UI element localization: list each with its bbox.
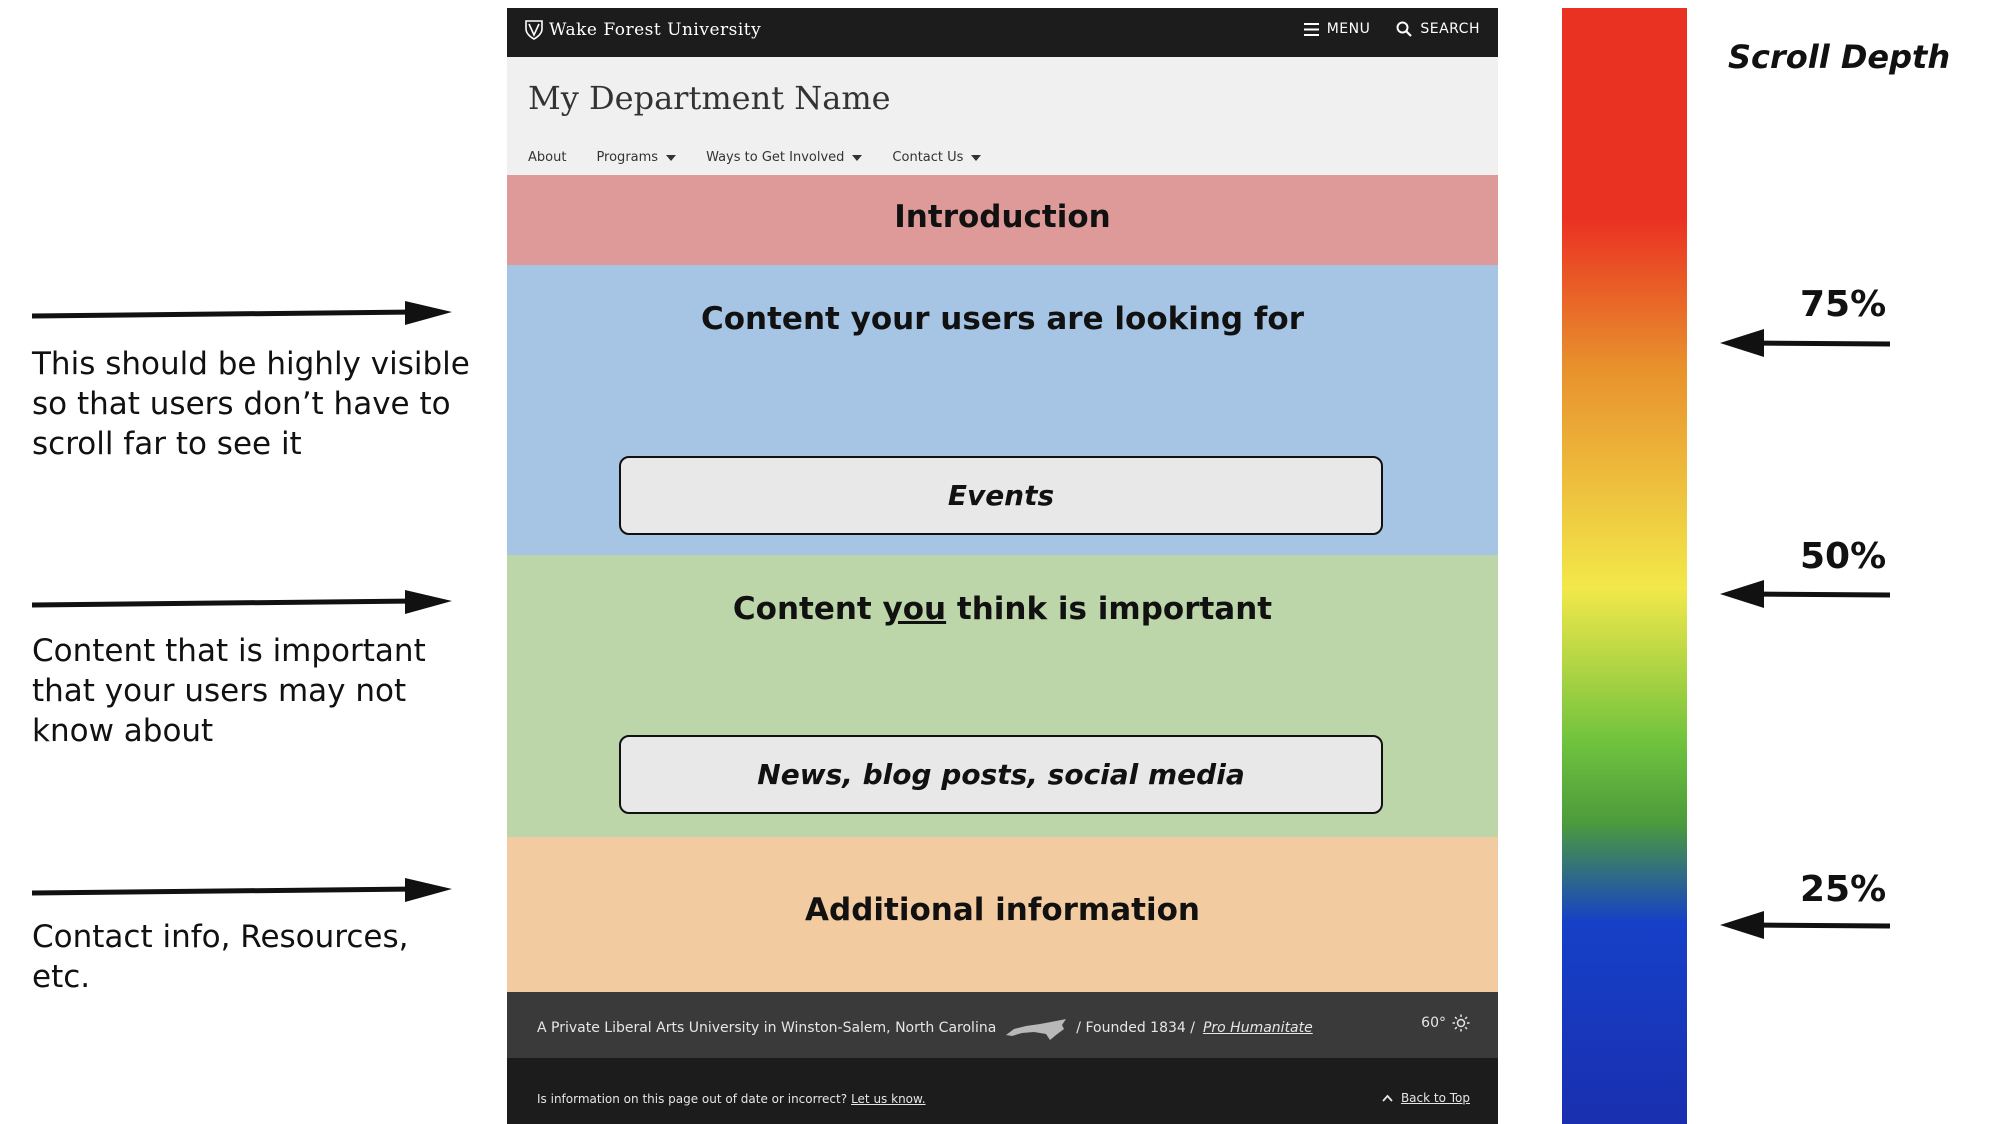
nav-label: Programs [596, 150, 659, 165]
depth-marker-50: 50% [1800, 536, 1887, 577]
important-content-section [507, 555, 1498, 837]
nav-item-contact-us[interactable] [892, 150, 981, 165]
nav-label: Contact Us [892, 150, 964, 165]
page-mockup [507, 8, 1498, 1124]
additional-heading: Additional information [805, 892, 1200, 928]
depth-marker-25: 25% [1800, 869, 1887, 910]
menu-label: MENU [1326, 21, 1371, 37]
brand-bar [507, 57, 1498, 182]
scroll-depth-gradient-bar [1562, 8, 1687, 1124]
top-bar [507, 8, 1498, 57]
user-content-heading: Content your users are looking for [701, 301, 1304, 337]
right-arrow-icon [32, 588, 452, 618]
back-to-top-button[interactable] [1382, 1091, 1470, 1105]
footer-temperature: 60° [1421, 1015, 1446, 1031]
nav-item-programs[interactable] [596, 150, 676, 165]
intro-section [507, 175, 1498, 265]
department-title[interactable]: My Department Name [528, 79, 891, 117]
news-box: News, blog posts, social media [619, 735, 1383, 814]
additional-section [507, 837, 1498, 992]
footer-info [507, 992, 1498, 1058]
left-arrow-icon [1720, 326, 1890, 360]
important-content-heading [507, 591, 1498, 627]
scroll-depth-title: Scroll Depth [1728, 38, 1951, 76]
nav-item-ways-to-get-involved[interactable] [706, 150, 862, 165]
annotation-important: Content that is important that your users may not know about [32, 633, 426, 749]
north-carolina-map-icon [1004, 1015, 1068, 1041]
nav-label: About [528, 150, 567, 165]
caret-down-icon [666, 155, 676, 161]
sun-icon [1452, 1014, 1470, 1032]
footer-tagline: A Private Liberal Arts University in Winston-Salem, North Carolina [537, 1020, 997, 1036]
footer-motto-link[interactable]: Pro Humanitate [1202, 1020, 1313, 1036]
right-arrow-icon [32, 876, 452, 906]
events-box: Events [619, 456, 1383, 535]
heading-part: think is important [946, 591, 1273, 627]
heading-emphasis: you [882, 591, 947, 627]
nav-label: Ways to Get Involved [706, 150, 845, 165]
menu-button[interactable] [1304, 21, 1371, 37]
caret-down-icon [852, 155, 862, 161]
left-arrow-icon [1720, 908, 1890, 942]
left-arrow-icon [1720, 577, 1890, 611]
logo[interactable] [525, 20, 761, 40]
shield-icon [525, 20, 543, 40]
intro-heading: Introduction [894, 199, 1111, 235]
search-icon [1396, 21, 1412, 37]
nav-item-about[interactable] [528, 150, 566, 165]
logo-text: Wake Forest University [549, 20, 762, 40]
annotation-visibility: This should be highly visible so that users don’t have to scroll far to see it [32, 346, 470, 462]
search-label: SEARCH [1420, 21, 1480, 37]
search-button[interactable] [1396, 21, 1480, 37]
annotation-additional: Contact info, Resources, etc. [32, 919, 409, 995]
heading-part: Content [732, 591, 883, 627]
user-content-section [507, 265, 1498, 555]
footer-bottom [507, 1058, 1498, 1124]
depth-marker-75: 75% [1800, 284, 1887, 325]
let-us-know-link[interactable]: Let us know. [851, 1092, 926, 1106]
caret-down-icon [971, 155, 981, 161]
outdated-text: Is information on this page out of date or incorrect? [537, 1092, 848, 1106]
hamburger-icon [1304, 23, 1319, 36]
back-to-top-label: Back to Top [1400, 1091, 1470, 1105]
main-nav [528, 150, 981, 165]
right-arrow-icon [32, 299, 452, 329]
footer-founded: / Founded 1834 / [1076, 1020, 1195, 1036]
chevron-up-icon [1382, 1094, 1393, 1102]
